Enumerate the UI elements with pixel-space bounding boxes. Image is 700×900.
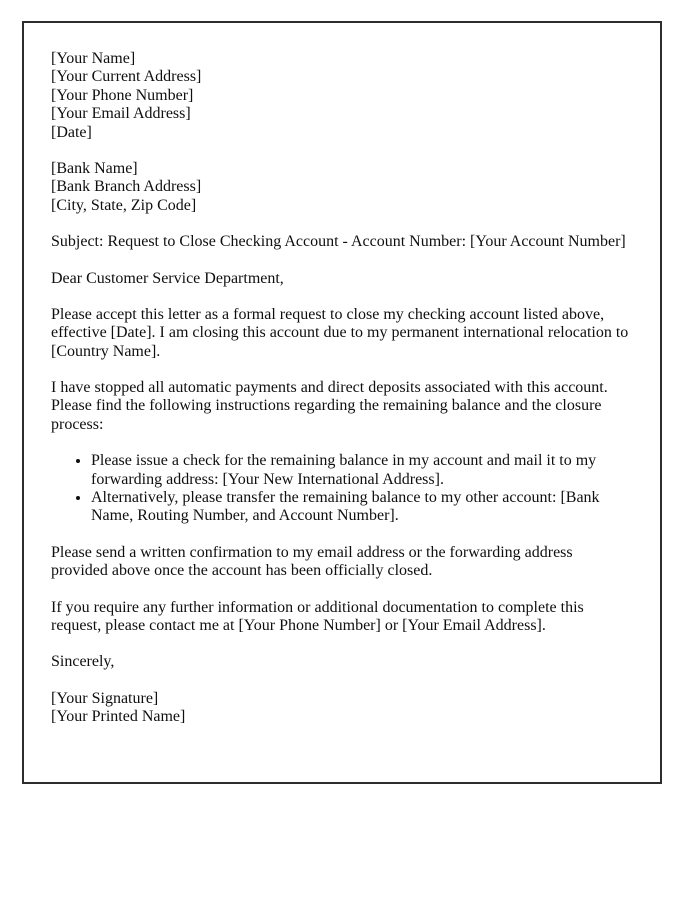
letter-date: [Date] bbox=[51, 123, 92, 141]
sender-address: [Your Current Address] bbox=[51, 68, 202, 86]
sender-email: [Your Email Address] bbox=[51, 105, 191, 123]
sender-name: [Your Name] bbox=[51, 50, 136, 67]
bank-branch-address: [Bank Branch Address] bbox=[51, 178, 202, 196]
body-paragraph-2: I have stopped all automatic payments and direct deposits associated with this account. Please find the following instructions regarding the remaining balance and the closure process: bbox=[51, 379, 608, 433]
body-paragraph-1: Please accept this letter as a formal request to close my checking account listed above, effective [Date]. I am closing this account due to my permanent international relocation to [Country Name]. bbox=[51, 305, 629, 360]
bank-name: [Bank Name] bbox=[51, 159, 138, 177]
subject-line: Subject: Request to Close Checking Account - Account Number: [Your Account Number] bbox=[51, 233, 626, 251]
sender-phone: [Your Phone Number] bbox=[51, 86, 194, 104]
instruction-item-transfer: • Alternatively, please transfer the remaining balance to my other account: [Bank Name, Routing Number, and Account Number]. bbox=[91, 489, 630, 526]
bank-city-state-zip: [City, State, Zip Code] bbox=[51, 196, 197, 214]
signoff: Sincerely, bbox=[51, 653, 115, 671]
signature-line: [Your Signature] bbox=[51, 689, 159, 707]
printed-name-line: [Your Printed Name] bbox=[51, 708, 186, 726]
letter-page bbox=[22, 21, 662, 784]
recipient-block bbox=[51, 160, 630, 215]
body-paragraph-4: If you require any further information or additional documentation to complete this request, please contact me at [Your Phone Number] or [Your Email Address]. bbox=[51, 598, 584, 634]
sender-block bbox=[51, 50, 630, 142]
greeting: Dear Customer Service Department, bbox=[51, 269, 284, 287]
instruction-item-check: • Please issue a check for the remaining balance in my account and mail it to my forwarding address: [Your New International Address]. bbox=[91, 452, 630, 489]
signature-block bbox=[51, 690, 630, 727]
body-paragraph-3: Please send a written confirmation to my email address or the forwarding address provided above once the account has been officially closed. bbox=[51, 543, 573, 580]
instructions-list bbox=[51, 452, 630, 526]
